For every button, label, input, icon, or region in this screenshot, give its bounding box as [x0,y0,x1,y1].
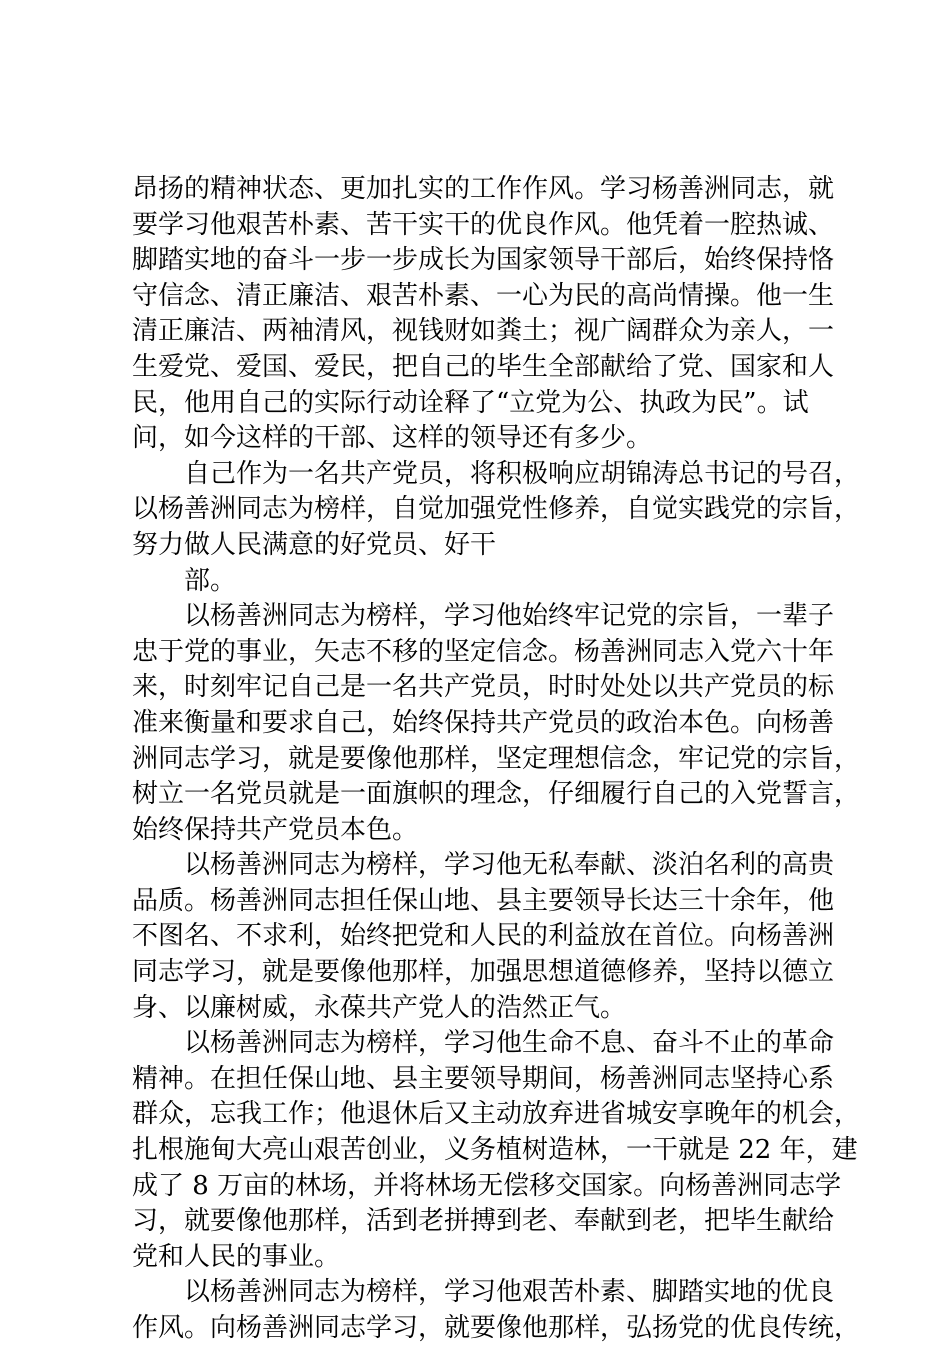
text-line: 生爱党、爱国、爱民，把自己的毕生全部献给了党、国家和人 [132,351,835,382]
text-line: 以杨善洲同志为榜样，学习他始终牢记党的宗旨，一辈子 [184,601,835,632]
text-line: 扎根施甸大亮山艰苦创业，义务植树造林，一干就是 22 年，建 [132,1135,858,1166]
text-line: 群众，忘我工作；他退休后又主动放弃进省城安享晚年的机会， [132,1099,861,1130]
text-line: 忠于党的事业，矢志不移的坚定信念。杨善洲同志入党六十年 [132,636,835,667]
text-line: 不图名、不求利，始终把党和人民的利益放在首位。向杨善洲 [132,921,835,952]
paragraph-5 [132,848,836,1026]
text-line: 努力做人民满意的好党员、好干 [132,529,497,560]
text-line: 精神。在担任保山地、县主要领导期间，杨善洲同志坚持心系 [132,1063,835,1094]
text-line: 以杨善洲同志为榜样，学习他艰苦朴素、脚踏实地的优良 [184,1277,835,1308]
text-line: 以杨善洲同志为榜样，自觉加强党性修养，自觉实践党的宗旨， [132,494,861,525]
text-line: 作风。向杨善洲同志学习，就要像他那样，弘扬党的优良传统， [132,1313,861,1343]
paragraph-2 [132,457,861,564]
text-line: 清正廉洁、两袖清风，视钱财如粪土；视广阔群众为亲人，一 [132,316,835,347]
text-line: 来，时刻牢记自己是一名共产党员，时时处处以共产党员的标 [132,672,835,703]
text-line: 同志学习，就是要像他那样，加强思想道德修养，坚持以德立 [132,957,835,988]
text-line: 自己作为一名共产党员，将积极响应胡锦涛总书记的号召， [184,458,861,489]
text-line: 品质。杨善洲同志担任保山地、县主要领导长达三十余年，他 [132,885,835,916]
text-line: 以杨善洲同志为榜样，学习他无私奉献、淡泊名利的高贵 [184,850,835,881]
text-line: 始终保持共产党员本色。 [132,814,419,845]
paragraph-3 [132,564,836,600]
text-line: 问，如今这样的干部、这样的领导还有多少。 [132,423,653,454]
text-line: 以杨善洲同志为榜样，学习他生命不息、奋斗不止的革命 [184,1028,835,1059]
text-line: 习，就要像他那样，活到老拼搏到老、奉献到老，把毕生献给 [132,1206,835,1237]
text-line: 要学习他艰苦朴素、苦干实干的优良作风。他凭着一腔热诚、 [132,209,835,240]
text-line: 昂扬的精神状态、更加扎实的工作作风。学习杨善洲同志，就 [132,174,835,204]
paragraph-6 [132,1026,861,1275]
text-line: 部。 [184,565,237,596]
paragraph-4 [132,599,861,848]
text-line: 成了 8 万亩的林场，并将林场无偿移交国家。向杨善洲同志学 [132,1170,842,1201]
paragraph-7 [132,1275,861,1346]
text-line: 准来衡量和要求自己，始终保持共产党员的政治本色。向杨善 [132,707,835,738]
text-line: 守信念、清正廉洁、艰苦朴素、一心为民的高尚情操。他一生 [132,280,835,311]
text-line: 党和人民的事业。 [132,1241,341,1272]
document-body [132,172,861,1347]
text-line: 民，他用自己的实际行动诠释了“立党为公、执政为民”。试 [132,387,809,418]
text-line: 洲同志学习，就是要像他那样，坚定理想信念，牢记党的宗旨， [132,743,861,774]
paragraph-1 [132,172,836,457]
text-line: 身、以廉树威，永葆共产党人的浩然正气。 [132,992,627,1023]
text-line: 脚踏实地的奋斗一步一步成长为国家领导干部后，始终保持恪 [132,245,835,276]
text-line: 树立一名党员就是一面旗帜的理念，仔细履行自己的入党誓言， [132,779,861,810]
